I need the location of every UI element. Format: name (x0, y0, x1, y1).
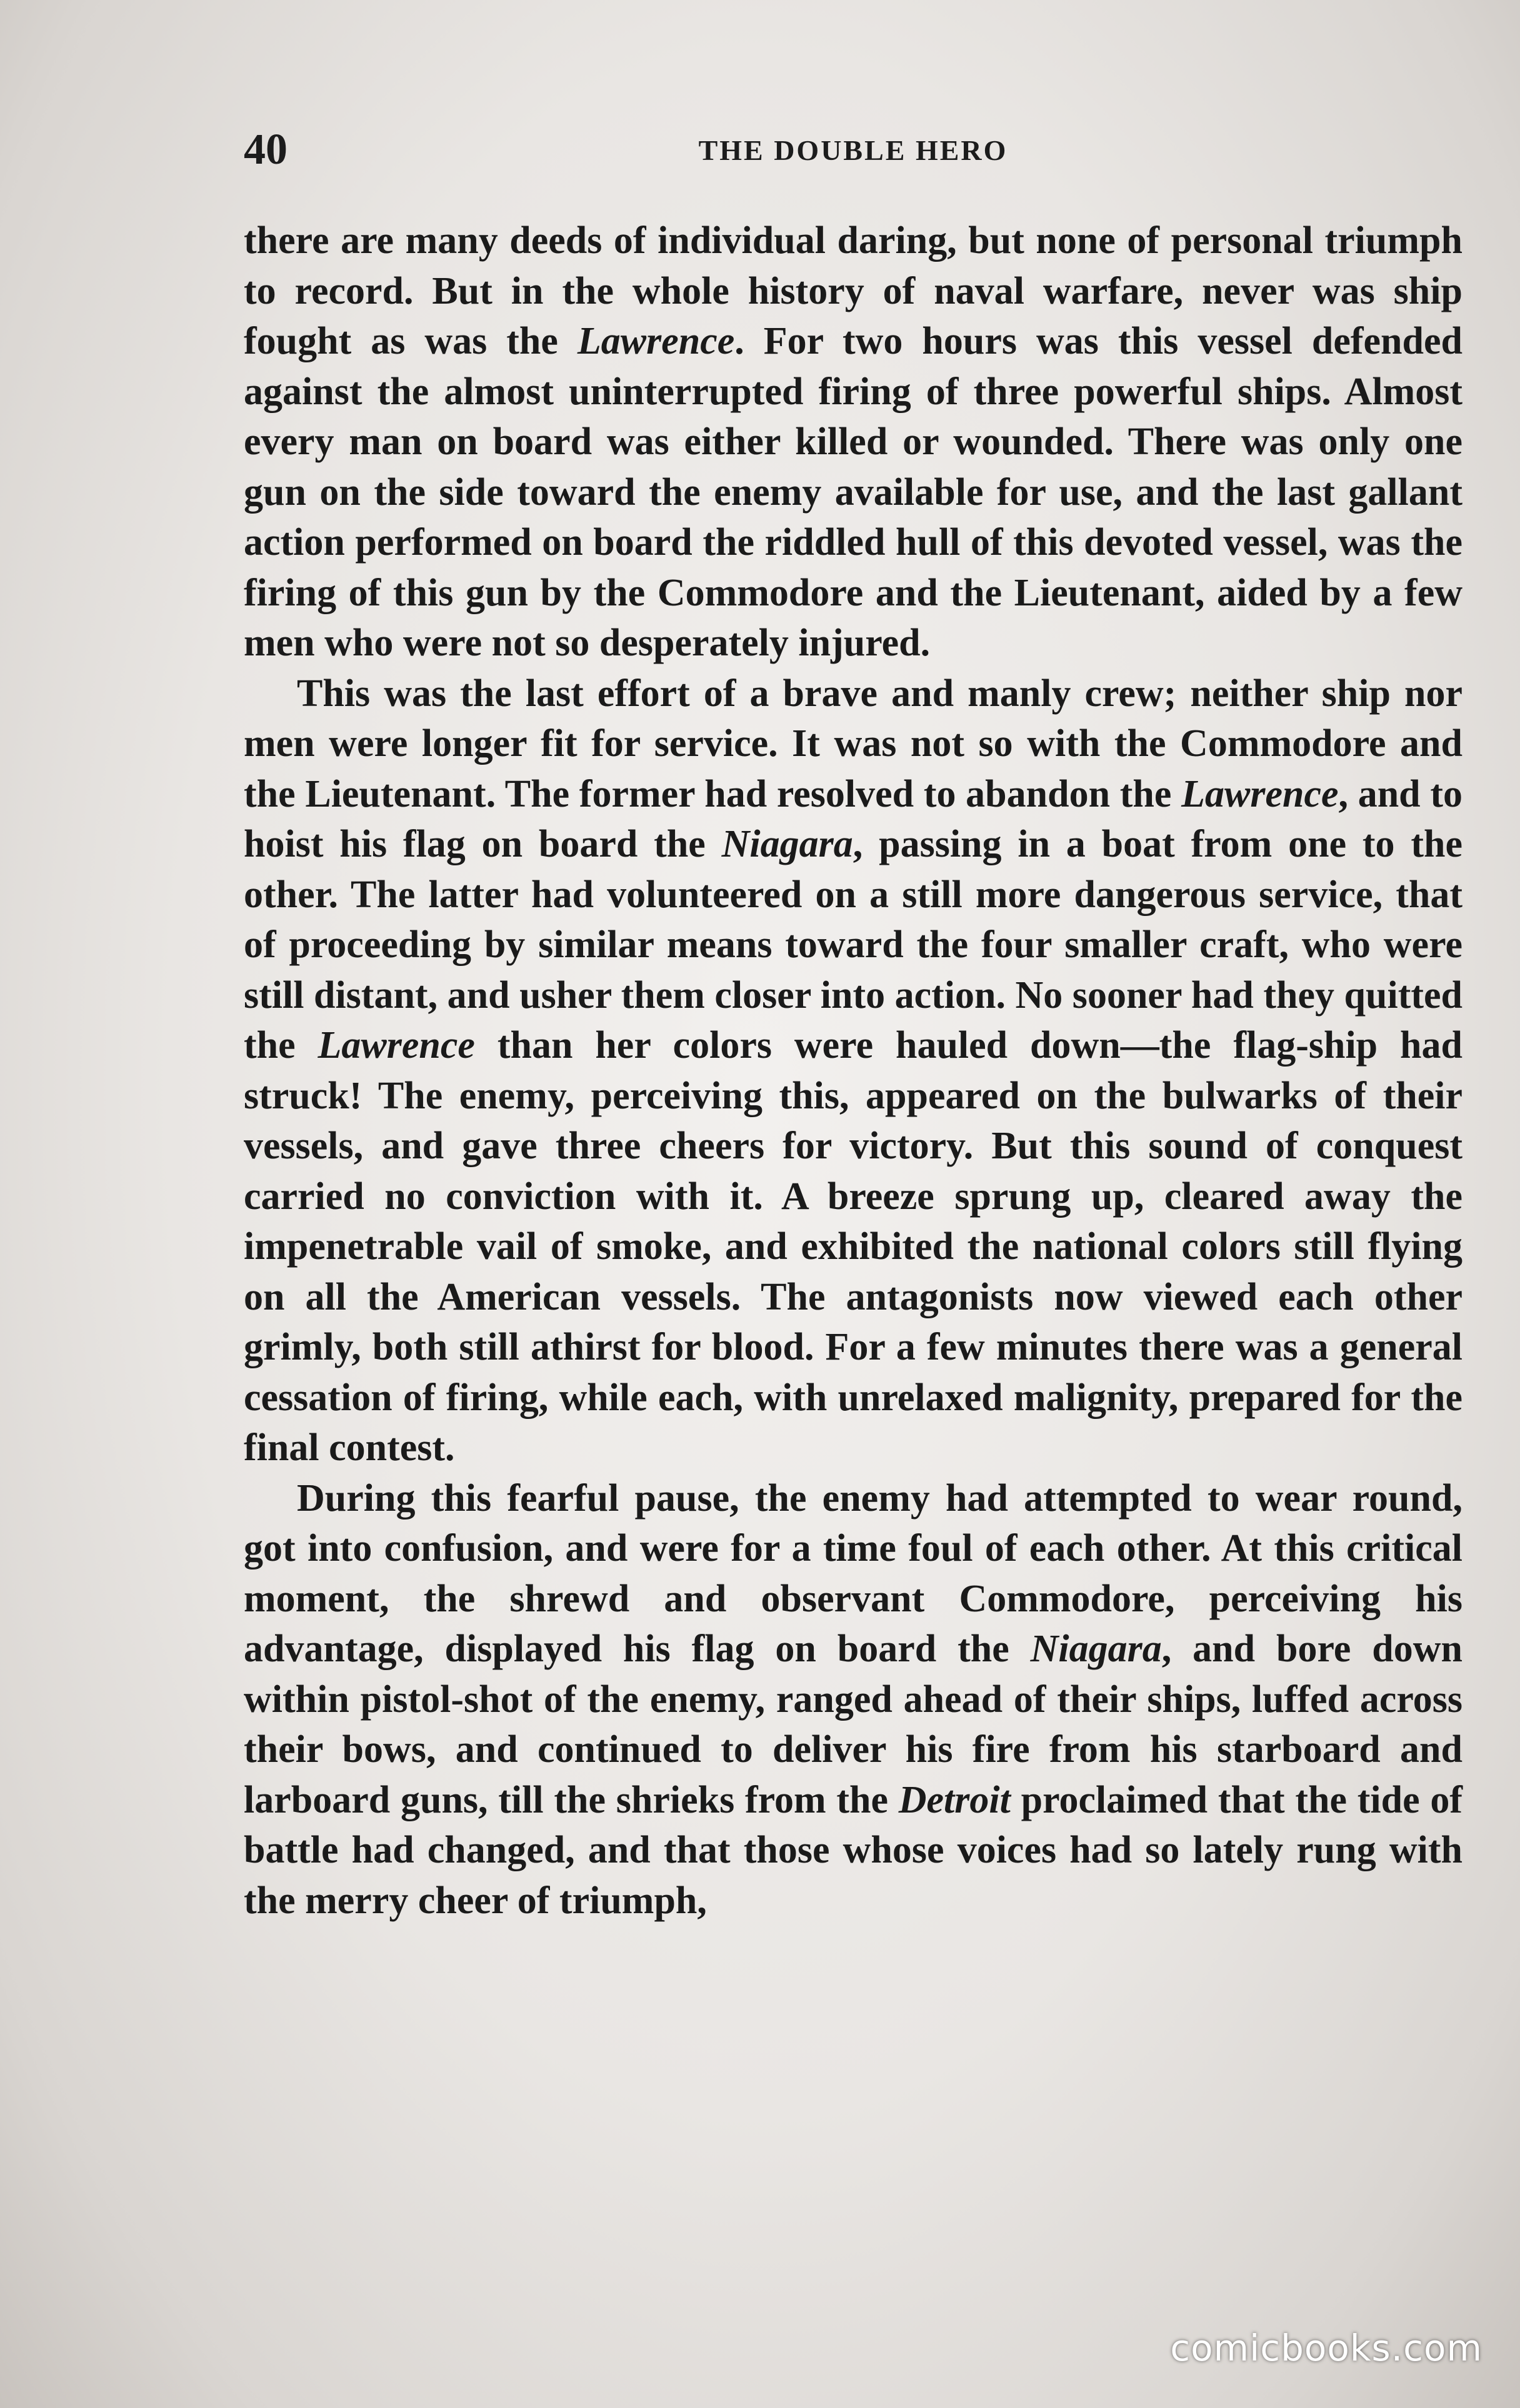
page-number: 40 (244, 126, 288, 174)
italic-ship-name: Lawrence (1181, 772, 1339, 815)
text-run: . For two hours was this vessel defended against the almost uninterrupted firing of three powerful ships. Almost every man on board was either killed or wounded. There was only one gun on the side toward the enemy available for use, and the last gallant action performed on board the riddled hull of this devoted vessel, was the firing of this gun by the Commodore and the Lieutenant, aided by a few men who were not so desperately injured. (244, 320, 1462, 664)
text-run: than her colors were hauled down—the flag-ship had struck! The enemy, perceiving this, appeared on the bulwarks of their vessels, and gave three cheers for victory. But this sound of conquest carried no conviction with it. A breeze sprung up, cleared away the impenetrable vail of smoke, and exhibited the national colors still flying on all the American vessels. The antagonists now viewed each other grimly, both still athirst for blood. For a few minutes there was a general cessation of firing, while each, with unrelaxed malignity, prepared for the final contest. (244, 1024, 1462, 1469)
text-run: , passing in a boat from one to the other. The latter had volunteered on a still more dangerous service, that of proceeding by similar means toward the four smaller craft, who were still distant, and usher them closer into action. No sooner had they quitted the (244, 823, 1462, 1067)
italic-ship-name: Niagara (1030, 1628, 1162, 1670)
page-header (244, 125, 1462, 181)
watermark: comicbooks.com (1170, 2327, 1482, 2369)
paragraph (244, 669, 1462, 1473)
italic-ship-name: Niagara (721, 823, 853, 865)
italic-ship-name: Detroit (898, 1778, 1011, 1821)
text-run: This was the last effort of a brave and manly crew; neither ship nor men were longer fit for service. It was not so with the Commodore and the Lieutenant. The former had resolved to abandon the (244, 672, 1462, 815)
text-run: proclaimed that the tide of battle had changed, and that those whose voices had so lately rung with the merry cheer of triumph, (244, 1778, 1462, 1922)
text-run: During this fearful pause, the enemy had attempted to wear round, got into confusion, and were for a time foul of each other. At this critical moment, the shrewd and observant Commodore, perceiving his advantage, displayed his flag on board the (244, 1476, 1462, 1670)
paragraph (244, 1473, 1462, 1926)
body-text (244, 216, 1462, 1926)
text-run: there are many deeds of individual daring, but none of personal triumph to record. But in the whole history of naval warfare, never was ship fought as was the (244, 219, 1462, 362)
text-run: , and to hoist his flag on board the (244, 772, 1463, 865)
running-head: THE DOUBLE HERO (698, 134, 1008, 166)
text-run: , and bore down within pistol-shot of the enemy, ranged ahead of their ships, luffed across their bows, and continued to deliver his fire from his starboard and larboard guns, till the shrieks from the (244, 1628, 1462, 1821)
italic-ship-name: Lawrence (318, 1024, 475, 1067)
italic-ship-name: Lawrence (577, 320, 735, 362)
paragraph (244, 216, 1462, 669)
